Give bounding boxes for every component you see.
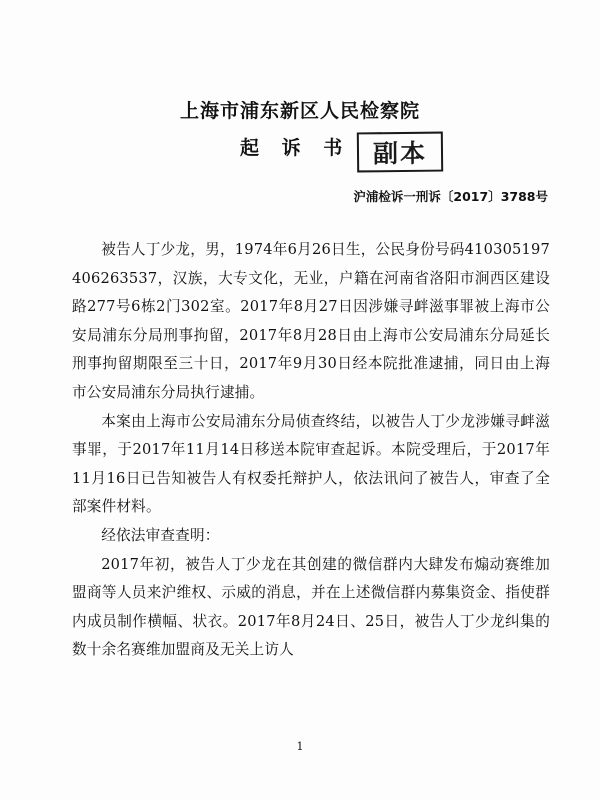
copy-stamp: 副本 — [357, 132, 443, 173]
case-transfer-paragraph: 本案由上海市公安局浦东分局侦查终结，以被告人丁少龙涉嫌寻衅滋事罪，于2017年11月14日移送本院审查起诉。本院受理后，于2017年11月16日已告知被告人有权委托辩护人，依法讯问了被告人，审查了全部案件材料。 — [72, 412, 550, 516]
page-number: 1 — [296, 740, 304, 753]
document-number: 沪浦检诉一刑诉〔2017〕3788号 — [353, 189, 548, 204]
document-body — [72, 236, 550, 665]
document-type-title: 起 诉 书 — [240, 137, 351, 159]
findings-heading: 经依法审查查明： — [101, 526, 220, 544]
issuing-office-title: 上海市浦东新区人民检察院 — [179, 100, 420, 122]
facts-paragraph: 2017年初，被告人丁少龙在其创建的微信群内大肆发布煽动赛维加盟商等人员来沪维权、示威的消息，并在上述微信群内募集资金、指使群内成员制作横幅、状衣。2017年8月24日、25日，被告人丁少龙纠集的数十余名赛维加盟商及无关上访人 — [72, 555, 550, 659]
defendant-info-paragraph: 被告人丁少龙，男，1974年6月26日生，公民身份号码410305197406263537，汉族，大专文化，无业，户籍在河南省洛阳市涧西区建设路277号6栋2门302室。2017年8月27日因涉嫌寻衅滋事罪被上海市公安局浦东分局刑事拘留，2017年8月28日由上海市公安局浦东分局延长刑事拘留期限至三十日，2017年9月30日经本院批准逮捕，同日由上海市公安局浦东分局执行逮捕。 — [72, 241, 550, 401]
